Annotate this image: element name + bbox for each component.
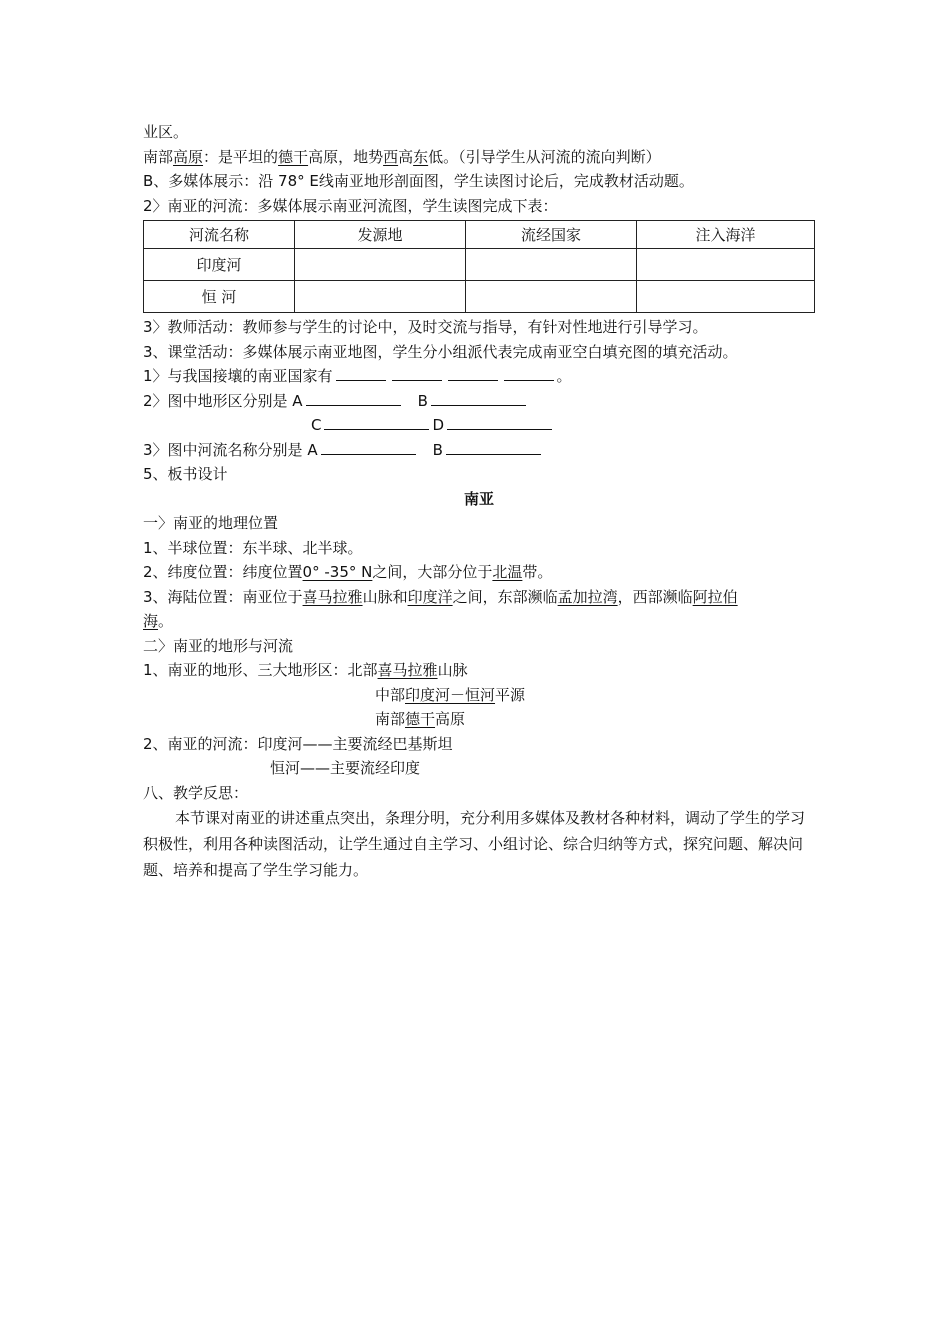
table-cell: 印度河 (144, 249, 295, 281)
underlined-text: 喜马拉雅 (302, 587, 363, 606)
text-line (143, 683, 815, 708)
table-cell (295, 281, 466, 313)
text: 带。 (522, 563, 553, 581)
text: 。 (556, 367, 572, 385)
table-header: 发源地 (295, 221, 466, 249)
text-line (143, 609, 815, 634)
table-cell (295, 249, 466, 281)
underlined-text: 德干 (278, 147, 309, 166)
table-cell (466, 281, 637, 313)
text-line: 3〉教师活动：教师参与学生的讨论中，及时交流与指导，有针对性地进行引导学习。 (143, 318, 708, 336)
fill-blank (431, 389, 526, 406)
text: B (417, 391, 428, 410)
table-cell (466, 249, 637, 281)
text-line: 2〉南亚的河流：多媒体展示南亚河流图，学生读图完成下表： (143, 196, 558, 215)
text-line: 一〉南亚的地理位置 (143, 514, 279, 532)
fill-blank (504, 364, 554, 381)
underlined-text: 孟加拉湾 (557, 587, 618, 606)
text-line (143, 658, 815, 683)
text-line: 2、南亚的河流：印度河——主要流经巴基斯坦 (143, 734, 453, 753)
text: 。 (158, 612, 174, 630)
text: ：是平坦的 (203, 147, 279, 166)
table-cell (637, 281, 815, 313)
text-line: 3、课堂活动：多媒体展示南亚地图，学生分小组派代表完成南亚空白填充图的填充活动。 (143, 342, 738, 361)
table-cell (637, 249, 815, 281)
text-line: 二〉南亚的地形与河流 (143, 636, 294, 655)
text: 1〉与我国接壤的南亚国家有 (143, 367, 333, 385)
fill-blank (448, 364, 498, 381)
underlined-text: 喜马拉雅 (377, 661, 438, 679)
text: B (432, 440, 443, 459)
fill-blank (392, 364, 442, 381)
text-line (143, 413, 815, 438)
underlined-text: 海 (143, 612, 159, 630)
text-line (143, 560, 815, 585)
underlined-text: 西 (383, 147, 399, 166)
text: 中部 (375, 685, 406, 704)
text: 南部 (375, 710, 406, 728)
underlined-text: 印度河－恒河 (405, 685, 496, 704)
text-line (143, 364, 815, 389)
text-line (143, 145, 815, 170)
text: 平源 (495, 685, 526, 704)
fill-blank (306, 389, 401, 406)
text: 之间，大部分位于 (372, 563, 493, 581)
text: 3〉图中河流名称分别是 A (143, 440, 318, 459)
text: D (432, 416, 445, 434)
underlined-text: 东 (413, 147, 429, 166)
text-line: 5、板书设计 (143, 465, 228, 483)
table-header-row (144, 221, 815, 249)
text: 高 (398, 147, 414, 166)
text-line: 1、半球位置：东半球、北半球。 (143, 538, 363, 557)
text: 1、南亚的地形、三大地形区：北部 (143, 661, 378, 679)
text-line (143, 707, 815, 732)
underlined-text: 高原 (173, 147, 204, 166)
text: C (311, 416, 322, 434)
text: ，西部濒临 (617, 587, 693, 606)
fill-blank (321, 438, 416, 455)
table-cell: 恒 河 (144, 281, 295, 313)
text: 高原 (435, 710, 466, 728)
table-row (144, 281, 815, 313)
river-table (143, 220, 815, 313)
text: 高原，地势 (308, 147, 384, 166)
text: 2、纬度位置：纬度位置 (143, 563, 303, 581)
underlined-text: 德干 (405, 710, 436, 728)
text-line (143, 585, 815, 610)
table-row (144, 249, 815, 281)
text: 2〉图中地形区分别是 A (143, 391, 303, 410)
text-line: B、多媒体展示：沿 78° E线南亚地形剖面图，学生读图讨论后，完成教材活动题。 (143, 172, 694, 190)
text-line (143, 438, 815, 463)
board-title: 南亚 (463, 489, 494, 508)
text: 3、海陆位置：南亚位于 (143, 587, 303, 606)
text-line: 业区。 (143, 123, 189, 141)
table-header: 河流名称 (144, 221, 295, 249)
text-line (143, 389, 815, 414)
fill-blank (447, 413, 552, 430)
text: 山脉 (437, 661, 468, 679)
text-line: 八、教学反思： (143, 783, 249, 802)
table-header: 注入海洋 (637, 221, 815, 249)
underlined-text: 0° -35° N (302, 563, 373, 581)
text: 南部 (143, 147, 174, 166)
fill-blank (446, 438, 541, 455)
document-body (143, 120, 815, 883)
text: 之间，东部濒临 (452, 587, 558, 606)
fill-blank (336, 364, 386, 381)
fill-blank (324, 413, 429, 430)
text-line: 恒河——主要流经印度 (270, 759, 421, 777)
underlined-text: 阿拉伯 (692, 587, 738, 606)
underlined-text: 印度洋 (407, 587, 453, 606)
text: 低。（引导学生从河流的流向判断） (428, 147, 661, 166)
underlined-text: 北温 (492, 563, 523, 581)
table-header: 流经国家 (466, 221, 637, 249)
reflection-paragraph: 本节课对南亚的讲述重点突出，条理分明，充分利用多媒体及教材各种材料，调动了学生的学习积极性，利用各种读图活动，让学生通过自主学习、小组讨论、综合归纳等方式，探究问题、解决问题、培养和提高了学生学习能力。 (143, 809, 806, 879)
text: 山脉和 (362, 587, 408, 606)
